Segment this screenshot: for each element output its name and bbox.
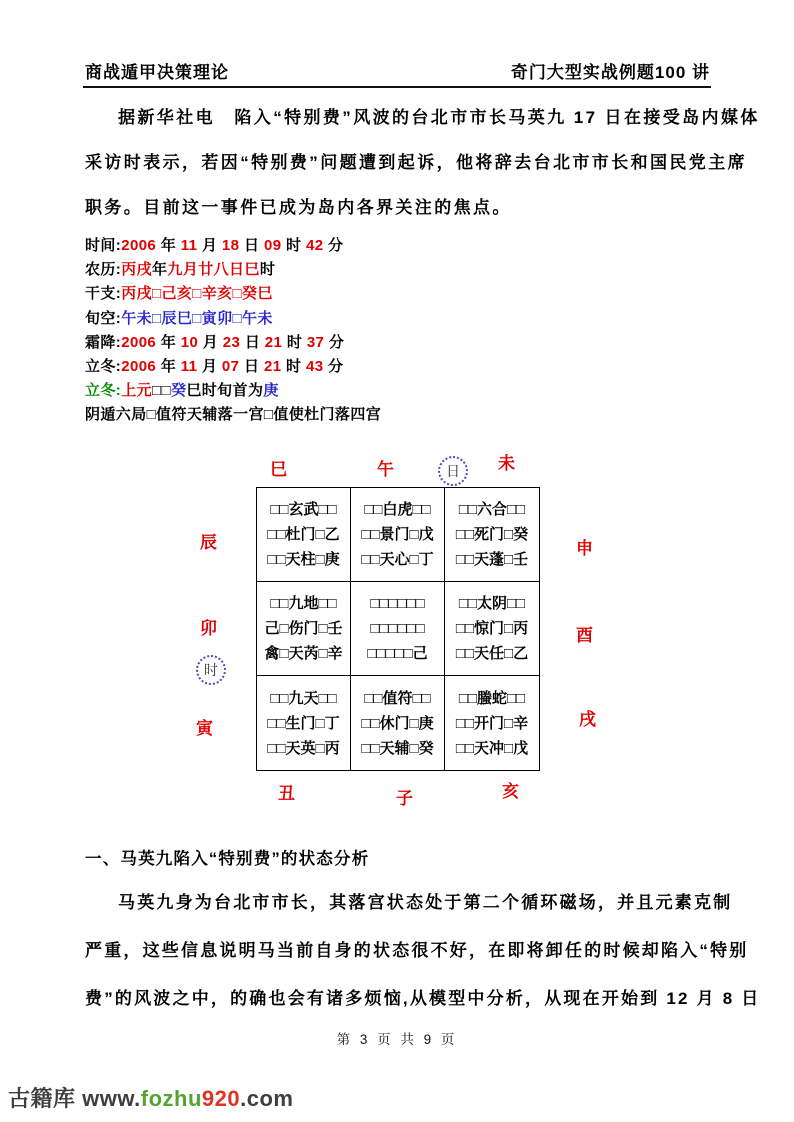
info-line-ju: 阴遁六局□值符天辅落一宫□值使杜门落四宫 bbox=[85, 406, 382, 424]
palace-cell-r2c3: □□太阴□□ □□惊门□丙 □□天任□乙 bbox=[445, 582, 539, 676]
branch-label-wu: 午 bbox=[377, 460, 394, 479]
day-marker-circle bbox=[438, 456, 468, 486]
palace-cell-r2c1: □□九地□□ 己□伤门□壬 禽□天芮□辛 bbox=[257, 582, 351, 676]
info-line-shuangjiang: 霜降:2006 年 10 月 23 日 21 时 37 分 bbox=[85, 333, 345, 351]
branch-label-hai: 亥 bbox=[502, 782, 519, 801]
branch-label-si: 巳 bbox=[270, 460, 287, 479]
analysis-heading: 一、马英九陷入“特别费”的状态分析 bbox=[85, 850, 370, 868]
header-left-title: 商战遁甲决策理论 bbox=[85, 63, 229, 82]
info-line-lidong-date: 立冬:2006 年 11 月 07 日 21 时 43 分 bbox=[85, 358, 344, 376]
intro-paragraph bbox=[85, 106, 760, 241]
analysis-line-1: 马英九身为台北市市长，其落宫状态处于第二个循环磁场，并且元素克制 bbox=[118, 893, 733, 912]
branch-label-xu: 戌 bbox=[579, 710, 596, 729]
header-right-title: 奇门大型实战例题100 讲 bbox=[510, 63, 710, 82]
branch-label-mao: 卯 bbox=[200, 619, 217, 638]
intro-line-3: 职务。目前这一事件已成为岛内各界关注的焦点。 bbox=[85, 198, 512, 217]
info-line-lidong-yuan: 立冬:上元□□癸巳时旬首为庚 bbox=[85, 382, 279, 400]
palace-cell-r3c3: □□螣蛇□□ □□开门□辛 □□天冲□戊 bbox=[455, 689, 529, 757]
branch-label-chen: 辰 bbox=[200, 533, 217, 552]
branch-label-wei: 未 bbox=[498, 454, 515, 473]
palace-cell-r3c1: □□九天□□ □□生门□丁 □□天英□丙 bbox=[257, 676, 351, 770]
intro-line-2: 采访时表示，若因“特别费”问题遭到起诉，他将辞去台北市市长和国民党主席 bbox=[85, 153, 747, 172]
analysis-line-3: 费”的风波之中，的确也会有诸多烦恼,从模型中分析，从现在开始到 12 月 8 日 bbox=[85, 989, 761, 1008]
info-line-xunkong: 旬空:午未□辰巳□寅卯□午未 bbox=[85, 309, 273, 327]
palace-cell-r1c3: □□六合□□ □□死门□癸 □□天蓬□壬 bbox=[445, 488, 539, 582]
palace-cell-r1c2: □□白虎□□ □□景门□戊 □□天心□丁 bbox=[351, 488, 445, 582]
palace-cell-r1c1: □□玄武□□ □□杜门□乙 □□天柱□庚 bbox=[257, 488, 351, 582]
branch-label-zi: 子 bbox=[396, 789, 413, 808]
hour-marker-circle bbox=[196, 655, 226, 685]
header-divider bbox=[83, 86, 711, 88]
info-line-time: 时间:2006 年 11 月 18 日 09 时 42 分 bbox=[85, 237, 344, 254]
palace-cell-r3c2: □□值符□□ □□休门□庚 □□天辅□癸 bbox=[351, 676, 445, 770]
watermark: 古籍库 www.fozhu920.com bbox=[8, 1086, 294, 1111]
branch-label-you: 酉 bbox=[576, 626, 593, 645]
palace-cell-r2c2: □□□□□□ □□□□□□ □□□□□己 bbox=[351, 582, 445, 676]
info-line-lunar: 农历:丙戌年九月廿八日巳时 bbox=[85, 261, 276, 279]
branch-label-shen: 申 bbox=[576, 539, 593, 558]
page-number: 第 3 页 共 9 页 bbox=[336, 1032, 458, 1047]
branch-label-chou: 丑 bbox=[278, 784, 295, 803]
analysis-paragraph bbox=[85, 891, 761, 1035]
intro-line-1: 据新华社电 陷入“特别费”风波的台北市市长马英九 17 日在接受岛内媒体 bbox=[118, 108, 760, 127]
analysis-line-2: 严重，这些信息说明马当前自身的状态很不好，在即将卸任的时候却陷入“特别 bbox=[85, 941, 749, 960]
day-marker-label: 日 bbox=[446, 463, 460, 479]
calc-info-block bbox=[85, 234, 381, 428]
hour-marker-label: 时 bbox=[204, 662, 218, 678]
qimen-grid bbox=[256, 487, 540, 771]
info-line-ganzhi: 干支:丙戌□己亥□辛亥□癸巳 bbox=[85, 285, 273, 303]
branch-label-yin: 寅 bbox=[196, 719, 213, 738]
